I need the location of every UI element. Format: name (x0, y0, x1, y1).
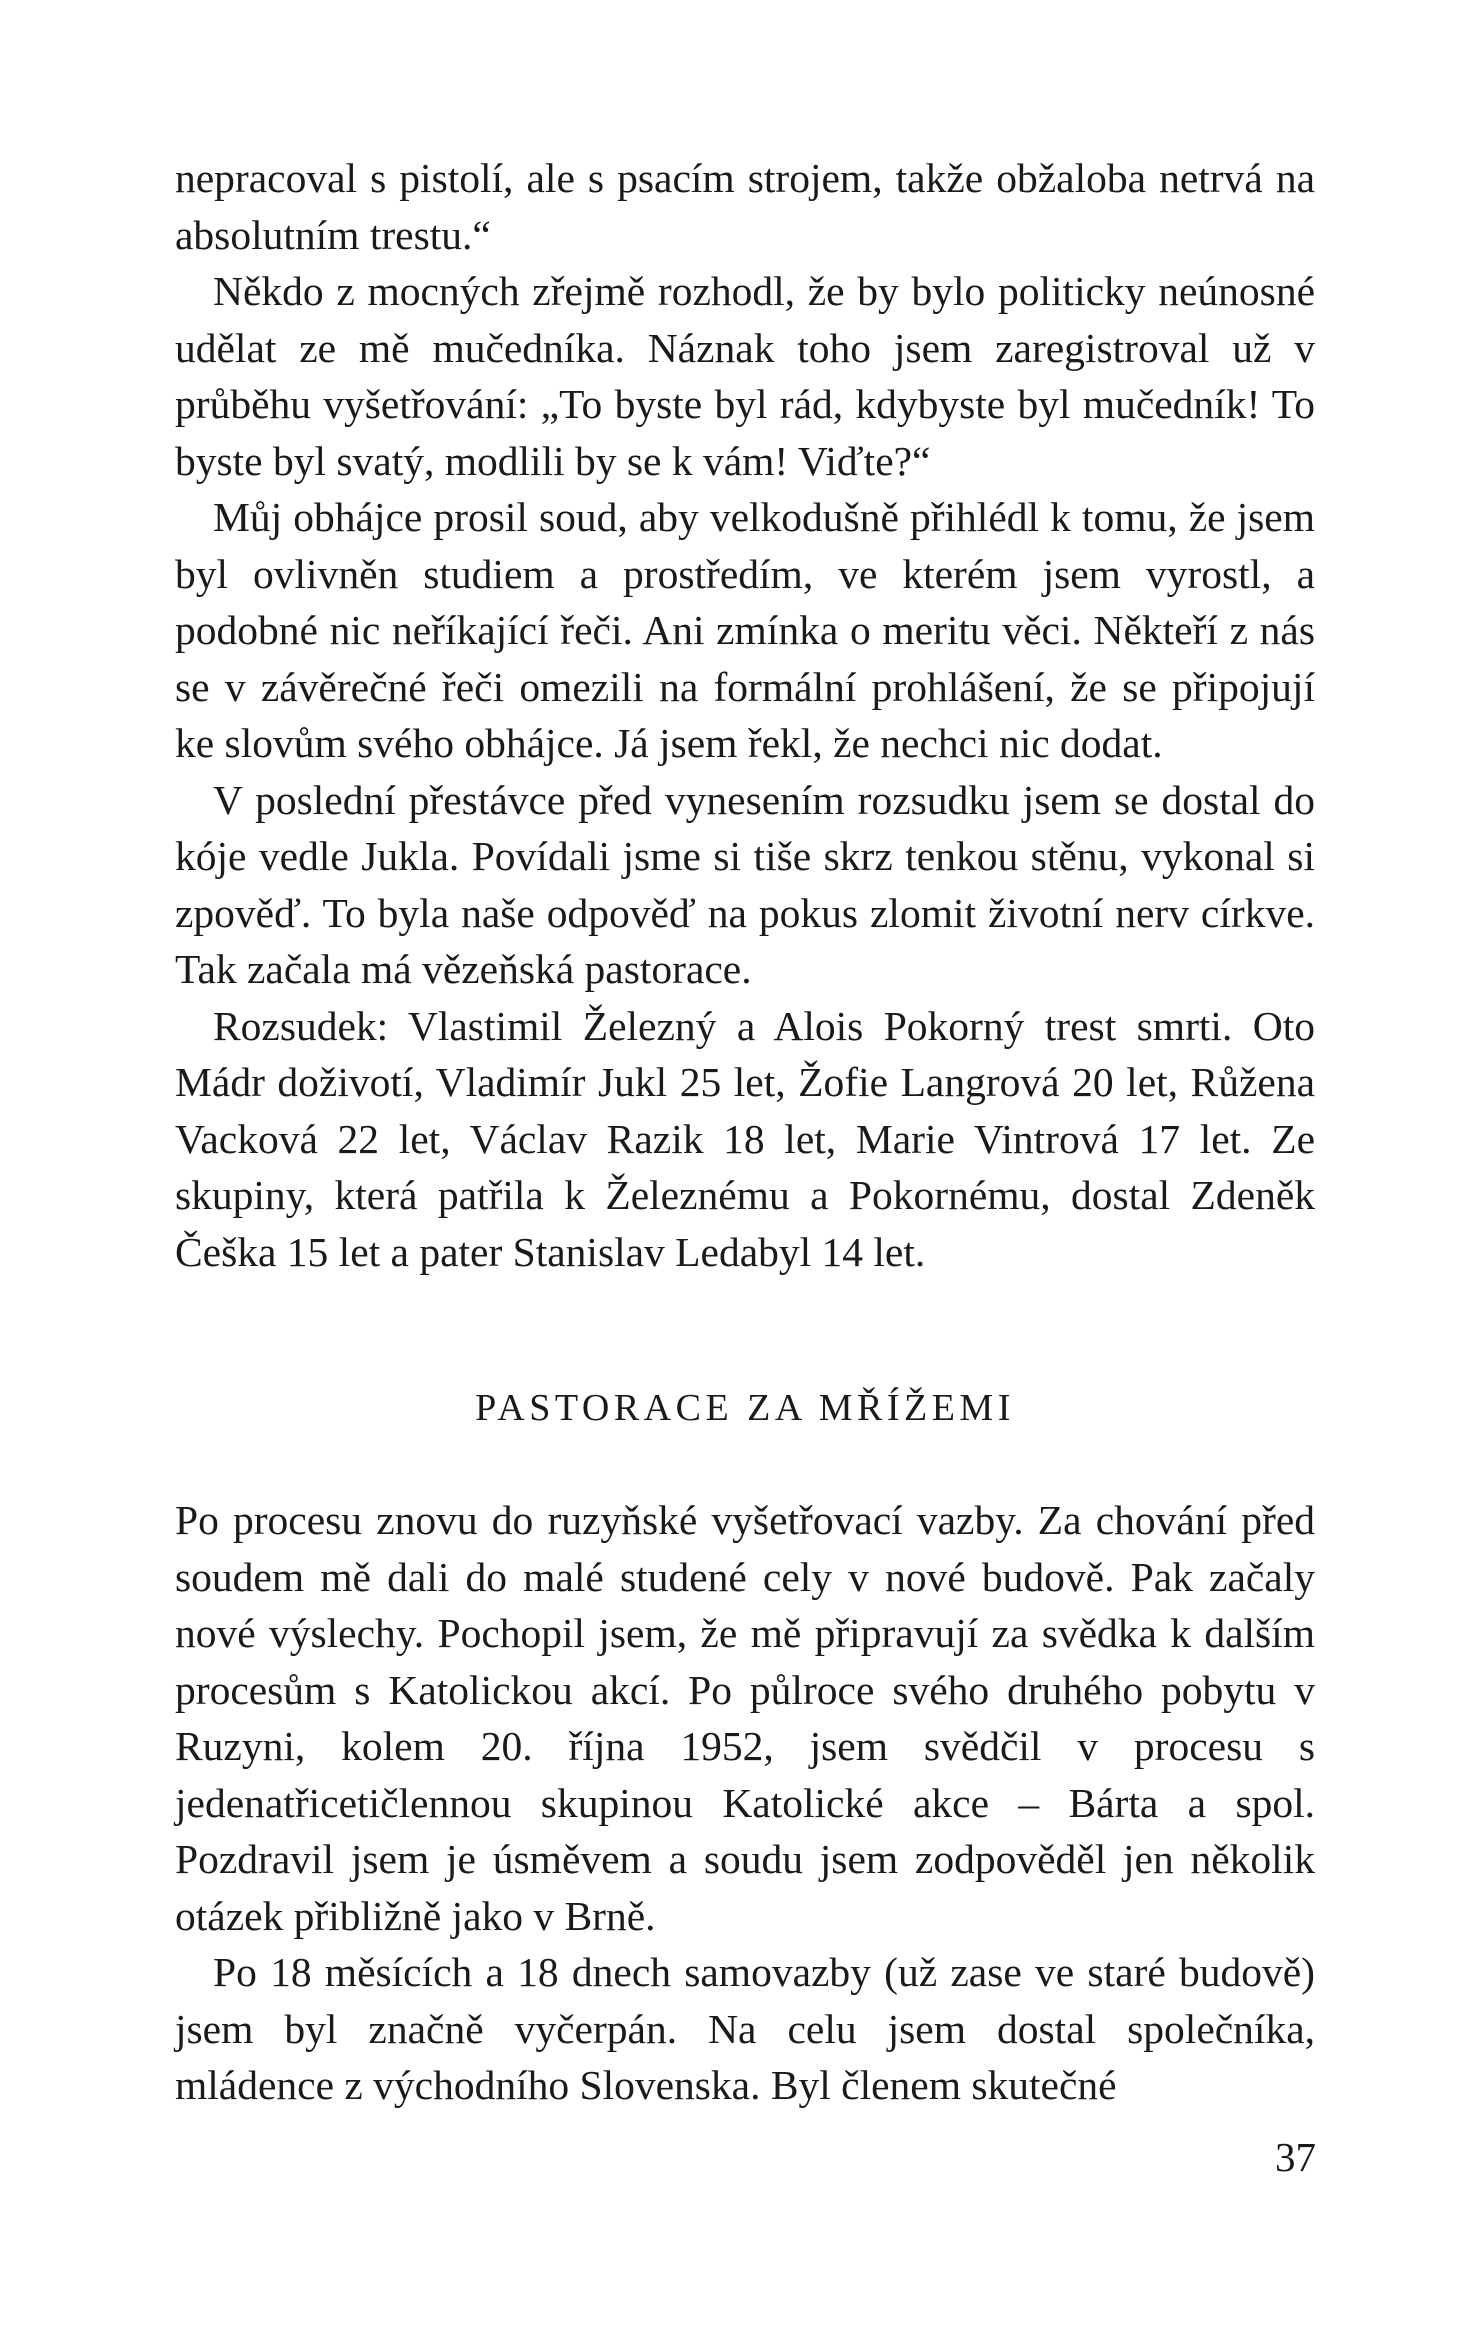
paragraph-after-trial: Po procesu znovu do ruzyňské vyšetřovací vazby. Za chování před soudem mě dali do malé studené cely v nové budově. Pak začaly nové výslechy. Pochopil jsem, že mě připravují za svědka k dalším procesům s Katolickou akcí. Po půlroce svého druhého pobytu v Ruzyni, kolem 20. října 1952, jsem svědčil v procesu s jedenatřicetičlennou skupinou Katolické akce – Bárta a spol. Pozdravil jsem je úsměvem a soudu jsem zodpověděl jen několik otázek přibližně jako v Brně. (175, 1497, 1315, 1939)
page-number: 37 (1275, 2134, 1316, 2180)
paragraph-verdict: Rozsudek: Vlastimil Železný a Alois Pokorný trest smrti. Oto Mádr doživotí, Vladimír Jukl 25 let, Žofie Langrová 20 let, Růžena Vacková 22 let, Václav Razik 18 let, Marie Vintrová 17 let. Ze skupiny, která patřila k Železnému a Pokornému, dostal Zdeněk Češka 15 let a pater Stanislav Ledabyl 14 let. (175, 1002, 1315, 1275)
paragraph-solitary: Po 18 měsících a 18 dnech samovazby (už zase ve staré budově) jsem byl značně vyčerpán. Na celu jsem dostal společníka, mládence z východního Slovenska. Byl členem skutečné (175, 1949, 1315, 2108)
text-block-top (175, 150, 1315, 1280)
paragraph-continuation: nepracoval s pistolí, ale s psacím strojem, takže obžaloba netrvá na absolutním trestu.“ (175, 155, 1315, 258)
paragraph-defender: Můj obhájce prosil soud, aby velkodušně přihlédl k tomu, že jsem byl ovlivněn studiem a prostředím, ve kterém jsem vyrostl, a podobné nic neříkající řeči. Ani zmínka o meritu věci. Někteří z nás se v závěrečné řeči omezili na formální prohlášení, že se připojují ke slovům svého obhájce. Já jsem řekl, že nechci nic dodat. (175, 494, 1315, 766)
paragraph-last-break: V poslední přestávce před vynesením rozsudku jsem se dostal do kóje vedle Jukla. Povídali jsme si tiše skrz tenkou stěnu, vykonal si zpověď. To byla naše odpověď na pokus zlomit životní nerv církve. Tak začala má vězeňská pastorace. (175, 776, 1315, 992)
section-heading: PASTORACE ZA MŘÍŽEMI (475, 1387, 1015, 1429)
text-block-bottom (175, 1492, 1315, 2114)
paragraph-martyr: Někdo z mocných zřejmě rozhodl, že by bylo politicky neúnosné udělat ze mě mučedníka. Náznak toho jsem zaregistroval už v průběhu vyšetřování: „To byste byl rád, kdybyste byl mučedník! To byste byl svatý, modlili by se k vám! Viďte?“ (175, 268, 1315, 484)
